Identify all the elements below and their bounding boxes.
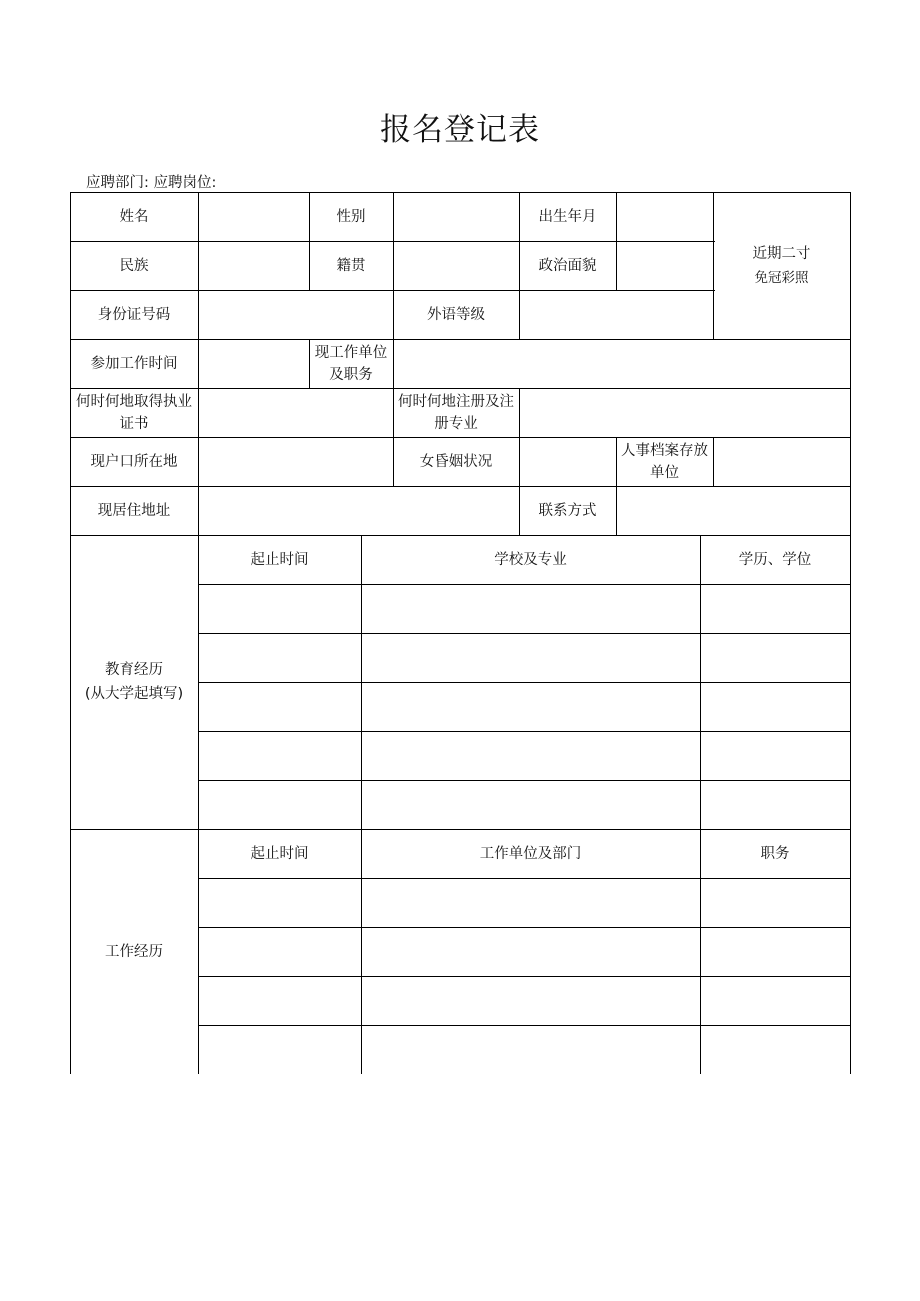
form-title: 报名登记表: [380, 112, 540, 148]
work-title-cell[interactable]: [700, 927, 850, 976]
current-unit-field[interactable]: [393, 339, 850, 388]
name-label: 姓名: [119, 208, 149, 225]
archive-label: 人事档案存放 单位: [621, 442, 708, 481]
work-col-unit: 工作单位及部门: [479, 845, 582, 862]
photo-label-line2: 免冠彩照: [754, 269, 809, 286]
id-number-label: 身份证号码: [97, 306, 171, 323]
work-period-cell[interactable]: [198, 976, 361, 1025]
work-col-title: 职务: [760, 845, 790, 862]
work-title-cell[interactable]: [700, 976, 850, 1025]
edu-period-cell[interactable]: [198, 633, 361, 682]
work-start-label: 参加工作时间: [90, 355, 178, 372]
education-section-label: 教育经历 (从大学起填写): [84, 662, 184, 702]
ethnicity-field[interactable]: [198, 241, 309, 290]
name-field[interactable]: [198, 192, 309, 241]
work-section-label: 工作经历: [105, 943, 163, 960]
gender-label: 性别: [336, 208, 366, 225]
language-level-field[interactable]: [519, 290, 713, 339]
native-place-label: 籍贯: [336, 257, 366, 274]
registration-label: 何时何地注册及注 册专业: [398, 393, 514, 432]
language-level-label: 外语等级: [427, 306, 485, 323]
edu-period-cell[interactable]: [198, 780, 361, 829]
archive-field[interactable]: [713, 437, 850, 486]
work-period-cell[interactable]: [198, 927, 361, 976]
edu-degree-cell[interactable]: [700, 731, 850, 780]
edu-col-school: 学校及专业: [494, 551, 567, 568]
political-status-field[interactable]: [616, 241, 713, 290]
work-start-field[interactable]: [198, 339, 309, 388]
registration-field[interactable]: [519, 388, 850, 437]
work-period-cell[interactable]: [198, 1025, 361, 1074]
license-label: 何时何地取得执业 证书: [76, 393, 192, 432]
work-period-cell[interactable]: [198, 878, 361, 927]
hukou-label: 现户口所在地: [90, 453, 178, 470]
work-title-cell[interactable]: [700, 1025, 850, 1074]
grid-line: [850, 192, 851, 1074]
birth-field[interactable]: [616, 192, 713, 241]
edu-school-cell[interactable]: [361, 780, 700, 829]
license-field[interactable]: [198, 388, 393, 437]
political-status-label: 政治面貌: [538, 257, 597, 274]
edu-period-cell[interactable]: [198, 731, 361, 780]
current-unit-label: 现工作单位 及职务: [314, 344, 388, 383]
photo-box[interactable]: [713, 192, 850, 339]
marital-label: 女昏姻状况: [419, 453, 493, 470]
edu-degree-cell[interactable]: [700, 584, 850, 633]
work-title-cell[interactable]: [700, 878, 850, 927]
edu-school-cell[interactable]: [361, 633, 700, 682]
edu-degree-cell[interactable]: [700, 780, 850, 829]
edu-degree-cell[interactable]: [700, 633, 850, 682]
photo-label-line1: 近期二寸: [752, 245, 811, 262]
work-unit-cell[interactable]: [361, 878, 700, 927]
work-unit-cell[interactable]: [361, 1025, 700, 1074]
birth-label: 出生年月: [538, 208, 597, 225]
contact-label: 联系方式: [538, 502, 597, 519]
edu-col-period: 起止时间: [250, 551, 309, 568]
edu-col-degree: 学历、学位: [738, 551, 812, 568]
work-unit-cell[interactable]: [361, 976, 700, 1025]
address-field[interactable]: [198, 486, 519, 535]
edu-school-cell[interactable]: [361, 682, 700, 731]
hukou-field[interactable]: [198, 437, 393, 486]
gender-field[interactable]: [393, 192, 519, 241]
edu-period-cell[interactable]: [198, 584, 361, 633]
edu-degree-cell[interactable]: [700, 682, 850, 731]
native-place-field[interactable]: [393, 241, 519, 290]
department-position-line: 应聘部门: 应聘岗位:: [86, 175, 217, 191]
edu-school-cell[interactable]: [361, 731, 700, 780]
marital-field[interactable]: [519, 437, 616, 486]
ethnicity-label: 民族: [119, 257, 149, 274]
address-label: 现居住地址: [97, 502, 171, 519]
id-number-field[interactable]: [198, 290, 393, 339]
registration-form: [70, 192, 851, 1074]
work-col-period: 起止时间: [250, 845, 309, 862]
edu-school-cell[interactable]: [361, 584, 700, 633]
work-unit-cell[interactable]: [361, 927, 700, 976]
edu-period-cell[interactable]: [198, 682, 361, 731]
contact-field[interactable]: [616, 486, 850, 535]
